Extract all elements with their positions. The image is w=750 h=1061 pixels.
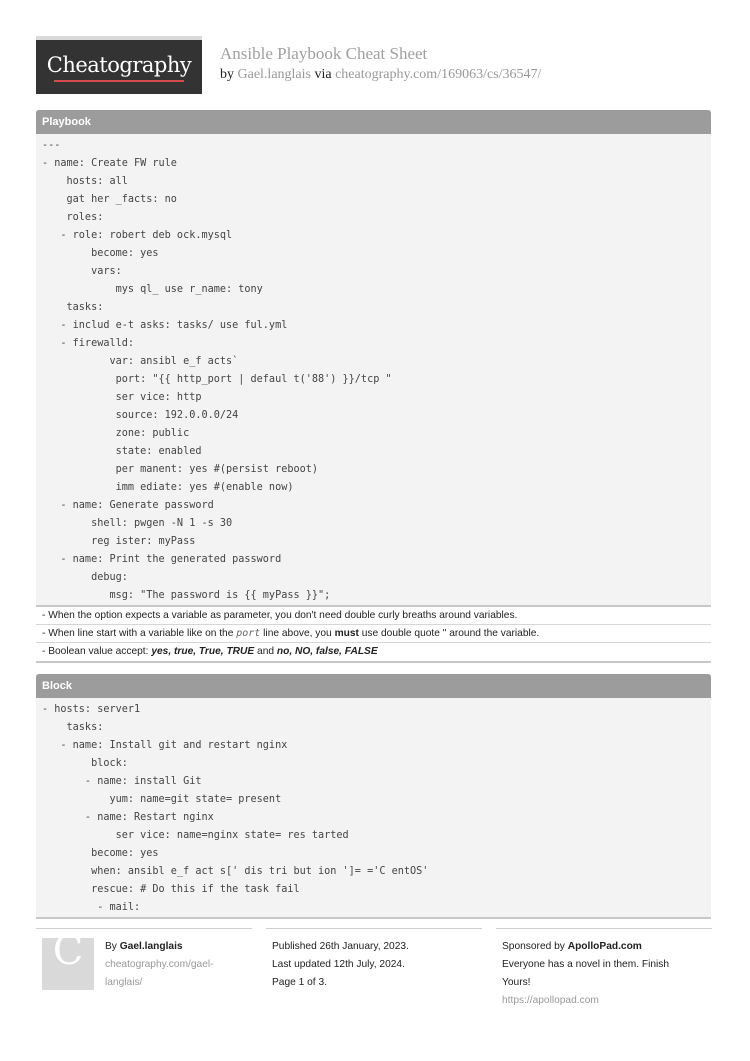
code-line: source: 192.0.0.0/24	[42, 410, 239, 421]
footer-author-url-1[interactable]: cheatography.com/gael-	[105, 959, 214, 970]
sponsor-line	[502, 938, 712, 956]
note3-yes-values: yes, true, True, TRUE	[151, 646, 255, 657]
title-block	[220, 44, 541, 83]
by-prefix: by	[220, 67, 234, 82]
block-section-title: Block	[36, 674, 711, 698]
code-line: reg ister: myPass	[42, 536, 196, 547]
sponsored-by: Sponsored by	[502, 941, 565, 952]
via-word: via	[314, 67, 332, 82]
code-line: - includ e-t asks: tasks/ use ful.yml	[42, 320, 288, 331]
code-line: tasks:	[42, 722, 104, 733]
footer-author-url-2[interactable]: langlais/	[105, 977, 143, 988]
code-line: - name: Generate password	[42, 500, 214, 511]
code-line: ser vice: http	[42, 392, 202, 403]
code-line: debug:	[42, 572, 128, 583]
code-line: hosts: all	[42, 176, 128, 187]
code-line: - role: robert deb ock.mysql	[42, 230, 233, 241]
code-line: state: enabled	[42, 446, 202, 457]
note2-must: must	[334, 628, 359, 639]
note2-part-b: line above, you	[263, 628, 332, 639]
code-line: become: yes	[42, 248, 159, 259]
code-line: gat her _facts: no	[42, 194, 177, 205]
sponsor-tagline-2: Yours!	[502, 977, 531, 988]
footer-author-name[interactable]: Gael.langlais	[119, 941, 183, 952]
page-footer	[36, 928, 712, 1008]
code-line: rescue: # Do this if the task fail	[42, 884, 300, 895]
published-date: Published 26th January, 2023.	[272, 941, 409, 952]
code-line: - name: Restart nginx	[42, 812, 214, 823]
code-line: tasks:	[42, 302, 104, 313]
footer-dates-column	[266, 928, 482, 1008]
sponsor-name[interactable]: ApolloPad.com	[567, 941, 642, 952]
code-line: shell: pwgen -N 1 -s 30	[42, 518, 233, 529]
note2-code: port	[236, 628, 261, 639]
playbook-section	[36, 110, 711, 663]
updated-date: Last updated 12th July, 2024.	[272, 959, 405, 970]
note3-part-a: - Boolean value accept:	[42, 646, 149, 657]
code-line: - name: install Git	[42, 776, 202, 787]
code-line: ---	[42, 140, 61, 151]
code-line: zone: public	[42, 428, 190, 439]
code-line: - name: Print the generated password	[42, 554, 282, 565]
code-line: per manent: yes #(persist reboot)	[42, 464, 319, 475]
code-line: - name: Create FW rule	[42, 158, 177, 169]
note2-part-c: use double quote " around the variable.	[361, 628, 540, 639]
block-code	[36, 698, 711, 917]
footer-by: By	[105, 941, 117, 952]
code-line: become: yes	[42, 848, 159, 859]
code-line: - name: Install git and restart nginx	[42, 740, 288, 751]
code-line: msg: "The password is {{ myPass }}";	[42, 590, 331, 601]
playbook-section-title: Playbook	[36, 110, 711, 134]
footer-author-line	[105, 938, 214, 956]
sponsor-url[interactable]: https://apollopad.com	[502, 995, 599, 1006]
code-line: - mail:	[42, 902, 141, 913]
code-line: ser vice: name=nginx state= res tarted	[42, 830, 349, 841]
code-line: vars:	[42, 266, 122, 277]
note3-and: and	[257, 646, 275, 657]
sheet-url-link[interactable]: cheatography.com/169063/cs/36547/	[335, 67, 542, 82]
cheatography-logo[interactable]	[36, 36, 202, 94]
code-line: var: ansibl e_f acts`	[42, 356, 239, 367]
code-line: roles:	[42, 212, 104, 223]
playbook-notes	[36, 605, 711, 661]
doc-byline	[220, 67, 541, 83]
avatar-letter: C	[52, 928, 84, 974]
footer-sponsor-column	[496, 928, 712, 1008]
code-line: - hosts: server1	[42, 704, 141, 715]
doc-title: Ansible Playbook Cheat Sheet	[220, 44, 428, 63]
logo-text: Cheatography	[46, 53, 192, 77]
page-number: Page 1 of 3.	[272, 977, 327, 988]
code-line: mys ql_ use r_name: tony	[42, 284, 263, 295]
footer-author-column	[36, 928, 252, 1008]
author-avatar[interactable]	[42, 928, 94, 990]
code-line: - firewalld:	[42, 338, 135, 349]
page-header	[36, 36, 712, 94]
note3-no-values: no, NO, false, FALSE	[276, 646, 378, 657]
note-curly-braces: - When the option expects a variable as parameter, you don't need double curly breaths around variables.	[36, 607, 711, 625]
code-line: when: ansibl e_f act s[' dis tri but ion ']= ='C entOS'	[42, 866, 429, 877]
sponsor-tagline-1: Everyone has a novel in them. Finish	[502, 959, 670, 970]
note-double-quote	[36, 625, 711, 643]
code-line: imm ediate: yes #(enable now)	[42, 482, 294, 493]
code-line: block:	[42, 758, 128, 769]
playbook-code	[36, 134, 711, 605]
author-link[interactable]: Gael.langlais	[237, 67, 311, 82]
logo-underline	[54, 80, 184, 82]
note-boolean	[36, 643, 711, 661]
code-line: yum: name=git state= present	[42, 794, 282, 805]
block-section	[36, 674, 711, 919]
code-line: port: "{{ http_port | defaul t('88') }}/tcp "	[42, 374, 392, 385]
note2-part-a: - When line start with a variable like on the	[42, 628, 234, 639]
